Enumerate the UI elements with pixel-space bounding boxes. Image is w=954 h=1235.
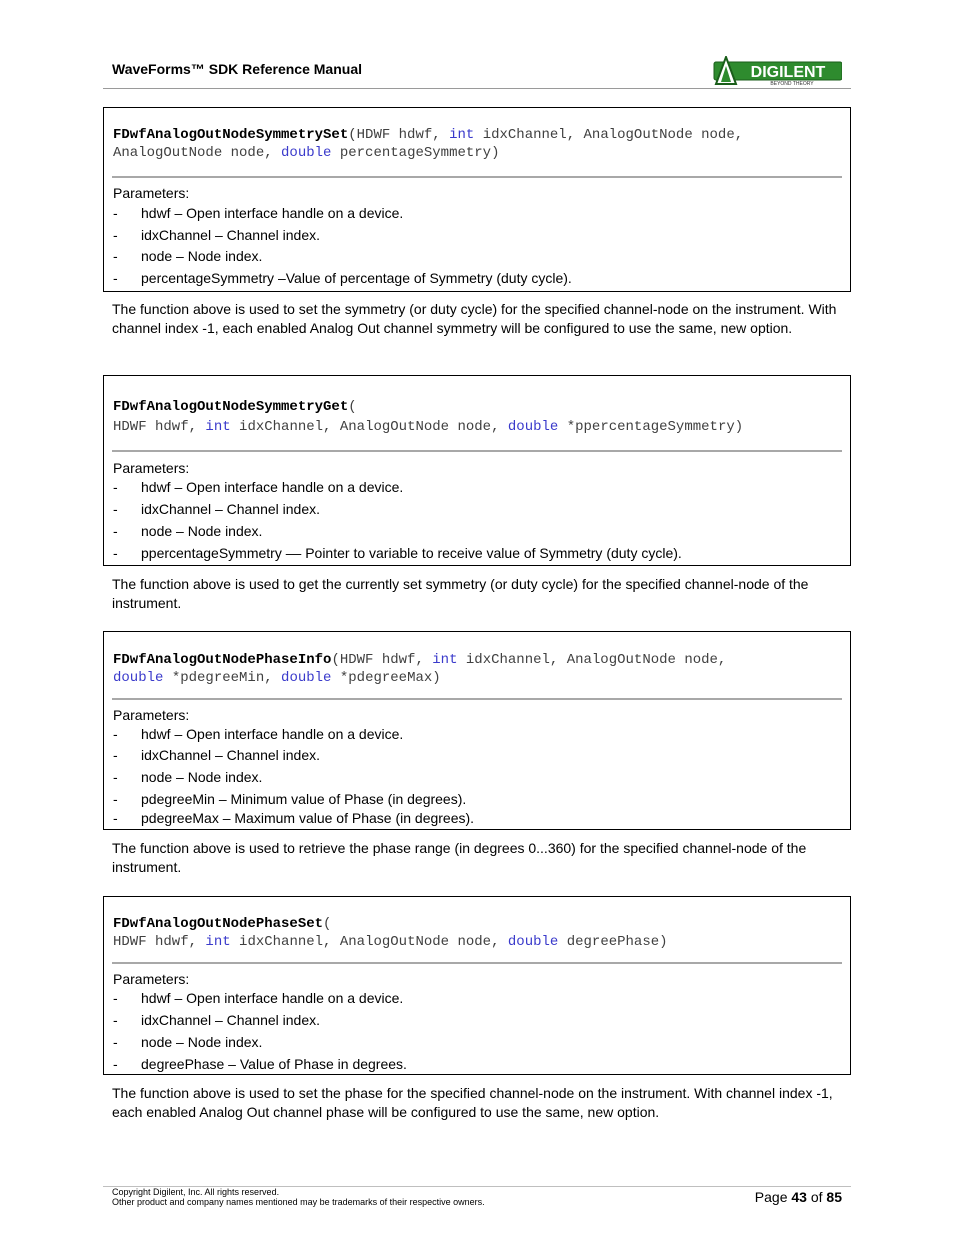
- sig-text: HDWF hdwf,: [113, 934, 206, 950]
- parameters-label: Parameters:: [113, 460, 190, 476]
- function-description: The function above is used to set the symmetry (or duty cycle) for the specified channel-node on the instrument. With channel index -1, each enabled Analog Out channel symmetry will be configured to use the same, new option.: [112, 301, 837, 336]
- sig-text: (: [348, 399, 357, 415]
- page-number: [755, 1189, 842, 1205]
- sig-text: degreePhase): [558, 934, 668, 950]
- sig-text: percentageSymmetry): [331, 145, 500, 161]
- param-text: node – Node index.: [141, 769, 263, 785]
- sig-text: *ppercentageSymmetry): [558, 419, 744, 435]
- param-text: degreePhase – Value of Phase in degrees.: [141, 1056, 407, 1072]
- param-text: idxChannel – Channel index.: [141, 227, 321, 243]
- parameters-label: Parameters:: [113, 707, 190, 723]
- param-item: - node – Node index.: [113, 1034, 263, 1050]
- param-text: node – Node index.: [141, 1034, 263, 1050]
- sig-keyword: int: [432, 652, 458, 668]
- logo-tagline: BEYOND THEORY: [770, 81, 814, 86]
- function-name: FDwfAnalogOutNodePhaseSet: [113, 916, 324, 932]
- param-text: idxChannel – Channel index.: [141, 1012, 321, 1028]
- sig-text: idxChannel, AnalogOutNode node,: [457, 652, 727, 668]
- digilent-logo: [712, 56, 842, 86]
- signature-separator: [112, 176, 842, 178]
- param-item: - idxChannel – Channel index.: [113, 1012, 321, 1028]
- function-box-symmetry-get: [103, 375, 851, 566]
- function-box-phase-set: [103, 896, 851, 1075]
- param-item: - idxChannel – Channel index.: [113, 227, 321, 243]
- function-signature-line-1: [113, 126, 842, 144]
- function-description: The function above is used to get the currently set symmetry (or duty cycle) for the specified channel-node of the instrument.: [112, 576, 809, 611]
- sig-text: AnalogOutNode node,: [113, 145, 282, 161]
- param-text: ppercentageSymmetry –– Pointer to variable to receive value of Symmetry (duty cycle).: [141, 545, 682, 561]
- sig-keyword: double: [113, 670, 164, 686]
- logo-wordmark: DIGILENT: [750, 64, 826, 81]
- function-name: FDwfAnalogOutNodeSymmetryGet: [113, 399, 349, 415]
- function-box-symmetry-set: [103, 107, 851, 292]
- function-signature-line-2: [113, 418, 842, 436]
- param-text: idxChannel – Channel index.: [141, 747, 321, 763]
- sig-keyword: double: [281, 145, 332, 161]
- param-item: - hdwf – Open interface handle on a device.: [113, 990, 404, 1006]
- sig-keyword: double: [507, 934, 559, 950]
- sig-text: *pdegreeMax): [331, 670, 441, 686]
- param-text: idxChannel – Channel index.: [141, 501, 321, 517]
- sig-keyword: int: [449, 127, 475, 143]
- param-item: - degreePhase – Value of Phase in degrees.: [113, 1056, 407, 1072]
- signature-separator: [112, 450, 842, 452]
- param-item: - hdwf – Open interface handle on a device.: [113, 726, 404, 742]
- header-rule: [103, 88, 851, 89]
- sig-text: HDWF hdwf,: [113, 419, 206, 435]
- sig-text: (: [323, 916, 332, 932]
- param-text: node – Node index.: [141, 248, 263, 264]
- function-box-phase-info: [103, 631, 851, 830]
- param-item: - ppercentageSymmetry –– Pointer to variable to receive value of Symmetry (duty cycle).: [113, 545, 682, 561]
- function-signature-line-1: [113, 398, 842, 416]
- param-item: - hdwf – Open interface handle on a device.: [113, 479, 404, 495]
- param-item: - node – Node index.: [113, 769, 263, 785]
- param-text: node – Node index.: [141, 523, 263, 539]
- sig-text: idxChannel, AnalogOutNode node,: [230, 934, 508, 950]
- function-signature-line-1: [113, 651, 842, 669]
- sig-text: idxChannel, AnalogOutNode node,: [474, 127, 744, 143]
- function-signature-line-1: [113, 915, 842, 933]
- trademark-notice: Other product and company names mentioned may be trademarks of their respective owners.: [112, 1197, 485, 1207]
- sig-keyword: double: [281, 670, 332, 686]
- param-item: - percentageSymmetry –Value of percentage of Symmetry (duty cycle).: [113, 270, 572, 286]
- param-item: - idxChannel – Channel index.: [113, 747, 321, 763]
- param-text: pdegreeMax – Maximum value of Phase (in degrees).: [141, 810, 475, 826]
- function-name: FDwfAnalogOutNodeSymmetrySet: [113, 127, 349, 143]
- param-item: - pdegreeMin – Minimum value of Phase (in degrees).: [113, 791, 467, 807]
- function-signature-line-2: [113, 144, 842, 162]
- parameters-label: Parameters:: [113, 971, 190, 987]
- page-of: of: [806, 1189, 827, 1205]
- copyright-notice: Copyright Digilent, Inc. All rights reserved.: [112, 1187, 280, 1197]
- param-text: hdwf – Open interface handle on a device.: [141, 726, 404, 742]
- sig-keyword: double: [507, 419, 559, 435]
- param-text: hdwf – Open interface handle on a device.: [141, 990, 404, 1006]
- signature-separator: [112, 962, 842, 964]
- function-signature-line-2: [113, 933, 842, 951]
- sig-keyword: int: [205, 934, 231, 950]
- param-text: hdwf – Open interface handle on a device.: [141, 205, 404, 221]
- function-description: The function above is used to set the phase for the specified channel-node on the instrument. With channel index -1, each enabled Analog Out channel phase will be configured to use the same, new option.: [112, 1085, 833, 1120]
- param-item: - hdwf – Open interface handle on a device.: [113, 205, 404, 221]
- sig-keyword: int: [205, 419, 231, 435]
- page-total: 85: [826, 1189, 842, 1205]
- param-text: hdwf – Open interface handle on a device.: [141, 479, 404, 495]
- param-item: - node – Node index.: [113, 523, 263, 539]
- function-description: The function above is used to retrieve the phase range (in degrees 0...360) for the specified channel-node of the instrument.: [112, 840, 807, 875]
- function-name: FDwfAnalogOutNodePhaseInfo: [113, 652, 332, 668]
- param-text: percentageSymmetry –Value of percentage of Symmetry (duty cycle).: [141, 270, 572, 286]
- param-item: - idxChannel – Channel index.: [113, 501, 321, 517]
- sig-text: idxChannel, AnalogOutNode node,: [230, 419, 508, 435]
- sig-text: *pdegreeMin,: [163, 670, 282, 686]
- sig-text: (HDWF hdwf,: [331, 652, 433, 668]
- param-item: - node – Node index.: [113, 248, 263, 264]
- document-title: WaveForms™ SDK Reference Manual: [112, 61, 362, 77]
- sig-text: (HDWF hdwf,: [348, 127, 450, 143]
- signature-separator: [112, 698, 842, 700]
- param-text: pdegreeMin – Minimum value of Phase (in degrees).: [141, 791, 467, 807]
- function-signature-line-2: [113, 669, 842, 687]
- page-current: 43: [791, 1189, 807, 1205]
- parameters-label: Parameters:: [113, 185, 190, 201]
- param-item: - pdegreeMax – Maximum value of Phase (in degrees).: [113, 810, 475, 826]
- page-prefix: Page: [754, 1189, 792, 1205]
